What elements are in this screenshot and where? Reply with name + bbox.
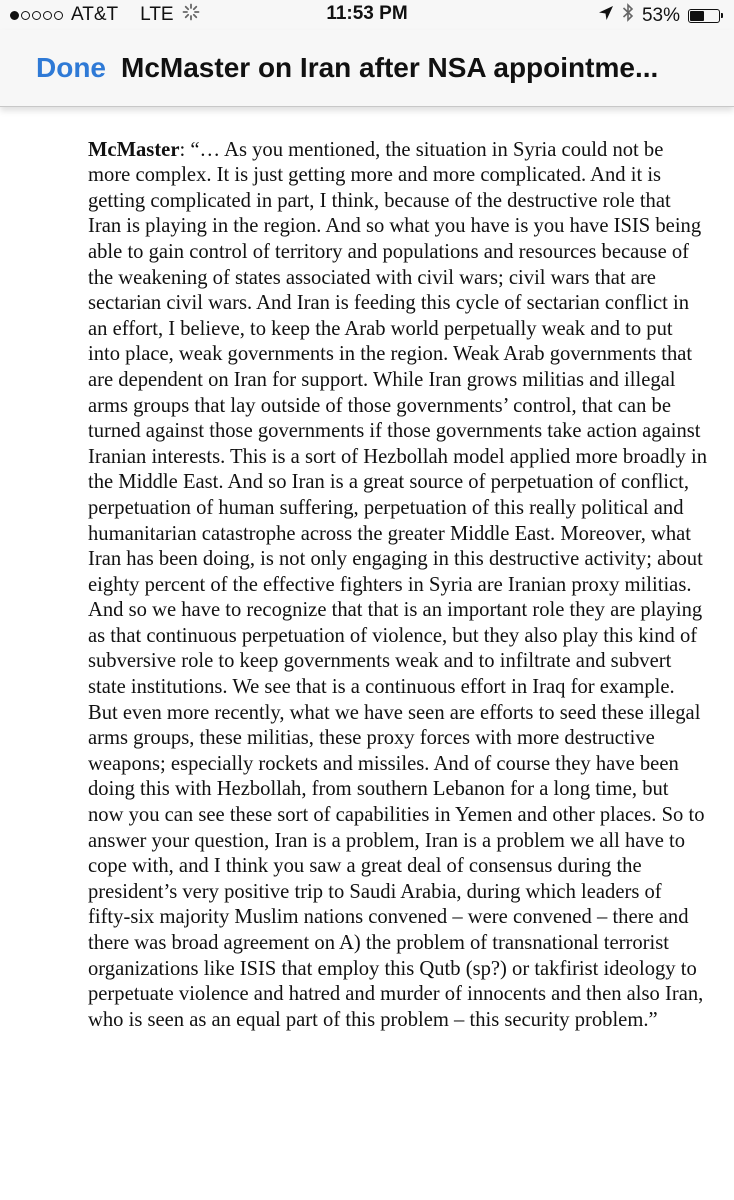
location-arrow-icon: [598, 5, 614, 27]
carrier-label: AT&T: [71, 4, 119, 25]
bluetooth-icon: [622, 3, 634, 28]
status-bar: [0, 0, 734, 30]
done-button[interactable]: Done: [36, 52, 106, 83]
network-label: LTE: [140, 4, 174, 25]
page-title: McMaster on Iran after NSA appointme...: [121, 52, 659, 83]
paragraph-text: : “… As you mentioned, the situation in Syria could not be more complex. It is just getting more and more complicated. And it is getting complicated in part, I think, because of the destructive role that Iran is playing in the region. And so what you have is you have ISIS being able to gain control of territory and populations and resources because of the weakening of states associated with civil wars; civil wars that are sectarian civil wars. And Iran is feeding this cycle of sectarian conflict in an effort, I believe, to keep the Arab world perpetually weak and to put into place, weak governments in the region. Weak Arab governments that are dependent on Iran for support. While Iran grows militias and illegal arms groups that lay outside of those governments’ control, that can be turned against those governments if those governments take action against Iranian interests. This is a sort of Hezbollah model applied more broadly in the Middle East. And so Iran is a great source of perpetuation of conflict, perpetuation of human suffering, perpetuation of this really political and humanitarian catastrophe across the greater Middle East. Moreover, what Iran has been doing, is not only engaging in this destructive activity; about eighty percent of the effective fighters in Syria are Iranian proxy militias. And so we have to recognize that that is an important role they are playing as that continuous perpetuation of violence, but they also play this kind of subversive role to keep governments weak and to infiltrate and subvert state institutions. We see that is a continuous effort in Iraq for example. But even more recently, what we have seen are efforts to seed these illegal arms groups, these militias, these proxy forces with more destructive weapons; especially rockets and missiles. And of course they have been doing this with Hezbollah, from southern Lebanon for a long time, but now you can see these sort of capabilities in Yemen and other places. So to answer your question, Iran is a problem, Iran is a problem we all have to cope with, and I think you saw a great deal of consensus during the president’s very positive trip to Saudi Arabia, during which leaders of fifty-six majority Muslim nations convened – were convened – there and there was broad agreement on A) the problem of transnational terrorist organizations like ISIS that employ this Qutb (sp?) or takfirist ideology to perpetuate violence and hatred and murder of innocents and then also Iran, who is seen as an equal part of this problem – this security problem.”: [88, 138, 707, 1031]
article-paragraph: [88, 138, 708, 1034]
navigation-bar: [0, 30, 734, 107]
battery-icon: [688, 9, 720, 23]
speaker-name: McMaster: [88, 138, 180, 161]
article-content: [88, 82, 708, 1033]
battery-percent: 53%: [641, 4, 680, 26]
status-right: [598, 3, 720, 28]
status-time: 11:53 PM: [326, 3, 408, 24]
battery-fill: [690, 11, 704, 21]
